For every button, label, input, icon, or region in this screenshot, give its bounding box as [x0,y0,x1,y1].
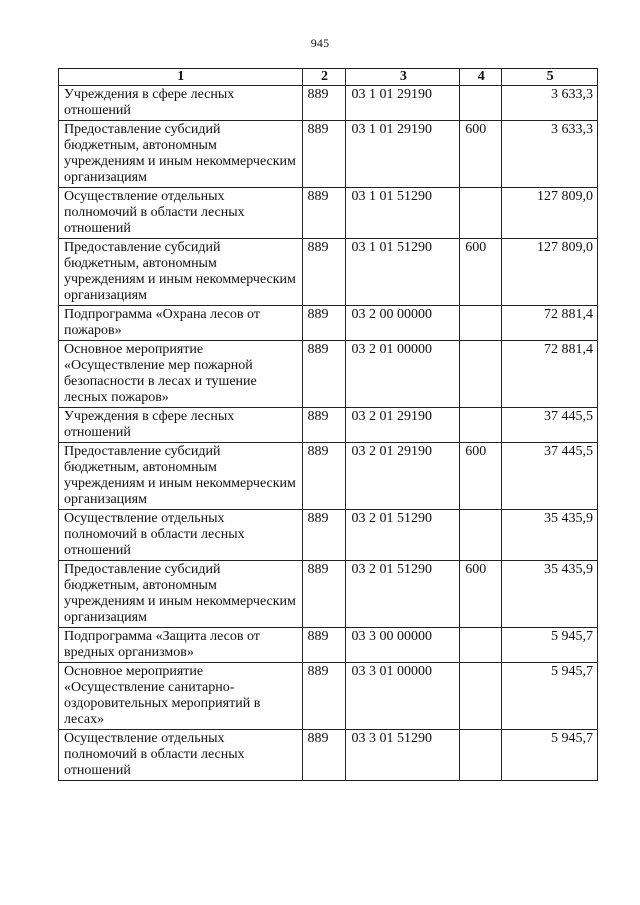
row-csr-cell: 03 2 01 29190 [346,408,460,443]
row-csr-cell: 03 3 00 00000 [346,628,460,663]
row-sum-cell: 37 445,5 [502,443,598,510]
row-vr-cell [460,341,502,408]
row-sum-cell: 5 945,7 [502,730,598,781]
page-number: 945 [310,36,330,50]
column-header-1: 1 [59,69,303,86]
row-csr-cell: 03 1 01 51290 [346,239,460,306]
row-csr-cell: 03 2 01 29190 [346,443,460,510]
row-name-cell: Предоставление субсидий бюджетным, автономным учреждениям и иным некоммерческим организациям [59,443,303,510]
table-row [59,341,598,408]
row-vr-cell: 600 [460,561,502,628]
row-vr-cell [460,306,502,341]
header-row [59,69,598,86]
table-row [59,663,598,730]
row-gr-cell: 889 [302,510,346,561]
row-sum-cell: 3 633,3 [502,121,598,188]
row-sum-cell: 3 633,3 [502,86,598,121]
row-name-cell: Осуществление отдельных полномочий в области лесных отношений [59,510,303,561]
row-csr-cell: 03 2 00 00000 [346,306,460,341]
row-vr-cell [460,510,502,561]
row-gr-cell: 889 [302,730,346,781]
row-gr-cell: 889 [302,239,346,306]
table-row [59,408,598,443]
row-sum-cell: 72 881,4 [502,341,598,408]
row-vr-cell [460,408,502,443]
table-row [59,306,598,341]
row-name-cell: Осуществление отдельных полномочий в области лесных отношений [59,730,303,781]
row-vr-cell: 600 [460,239,502,306]
row-vr-cell [460,628,502,663]
row-vr-cell [460,86,502,121]
row-name-cell: Учреждения в сфере лесных отношений [59,86,303,121]
row-csr-cell: 03 1 01 29190 [346,86,460,121]
row-sum-cell: 5 945,7 [502,663,598,730]
row-sum-cell: 35 435,9 [502,561,598,628]
row-sum-cell: 127 809,0 [502,188,598,239]
row-gr-cell: 889 [302,306,346,341]
table-row [59,86,598,121]
row-sum-cell: 127 809,0 [502,239,598,306]
row-gr-cell: 889 [302,561,346,628]
row-gr-cell: 889 [302,663,346,730]
row-sum-cell: 35 435,9 [502,510,598,561]
column-header-4: 4 [460,69,502,86]
row-csr-cell: 03 2 01 51290 [346,561,460,628]
table-row [59,443,598,510]
row-name-cell: Учреждения в сфере лесных отношений [59,408,303,443]
row-gr-cell: 889 [302,121,346,188]
row-csr-cell: 03 3 01 51290 [346,730,460,781]
row-vr-cell: 600 [460,443,502,510]
row-name-cell: Предоставление субсидий бюджетным, автономным учреждениям и иным некоммерческим организациям [59,561,303,628]
row-csr-cell: 03 2 01 51290 [346,510,460,561]
row-csr-cell: 03 3 01 00000 [346,663,460,730]
table-row [59,121,598,188]
row-gr-cell: 889 [302,86,346,121]
table-header [59,69,598,86]
row-name-cell: Подпрограмма «Защита лесов от вредных организмов» [59,628,303,663]
row-csr-cell: 03 1 01 29190 [346,121,460,188]
row-name-cell: Предоставление субсидий бюджетным, автономным учреждениям и иным некоммерческим организациям [59,239,303,306]
row-name-cell: Предоставление субсидий бюджетным, автономным учреждениям и иным некоммерческим организациям [59,121,303,188]
row-gr-cell: 889 [302,628,346,663]
table-row [59,561,598,628]
row-gr-cell: 889 [302,408,346,443]
table-row [59,510,598,561]
row-gr-cell: 889 [302,188,346,239]
row-sum-cell: 5 945,7 [502,628,598,663]
table-row [59,188,598,239]
row-gr-cell: 889 [302,341,346,408]
row-name-cell: Основное мероприятие «Осуществление санитарно-оздоровительных мероприятий в лесах» [59,663,303,730]
row-name-cell: Подпрограмма «Охрана лесов от пожаров» [59,306,303,341]
budget-table [58,68,598,781]
row-vr-cell [460,663,502,730]
row-csr-cell: 03 1 01 51290 [346,188,460,239]
row-name-cell: Осуществление отдельных полномочий в области лесных отношений [59,188,303,239]
row-csr-cell: 03 2 01 00000 [346,341,460,408]
row-gr-cell: 889 [302,443,346,510]
column-header-5: 5 [502,69,598,86]
table-row [59,628,598,663]
table-row [59,730,598,781]
row-sum-cell: 37 445,5 [502,408,598,443]
column-header-2: 2 [302,69,346,86]
row-name-cell: Основное мероприятие «Осуществление мер пожарной безопасности в лесах и тушение лесных пожаров» [59,341,303,408]
row-vr-cell [460,730,502,781]
row-vr-cell: 600 [460,121,502,188]
table-row [59,239,598,306]
table-body [59,86,598,781]
column-header-3: 3 [346,69,460,86]
row-vr-cell [460,188,502,239]
row-sum-cell: 72 881,4 [502,306,598,341]
